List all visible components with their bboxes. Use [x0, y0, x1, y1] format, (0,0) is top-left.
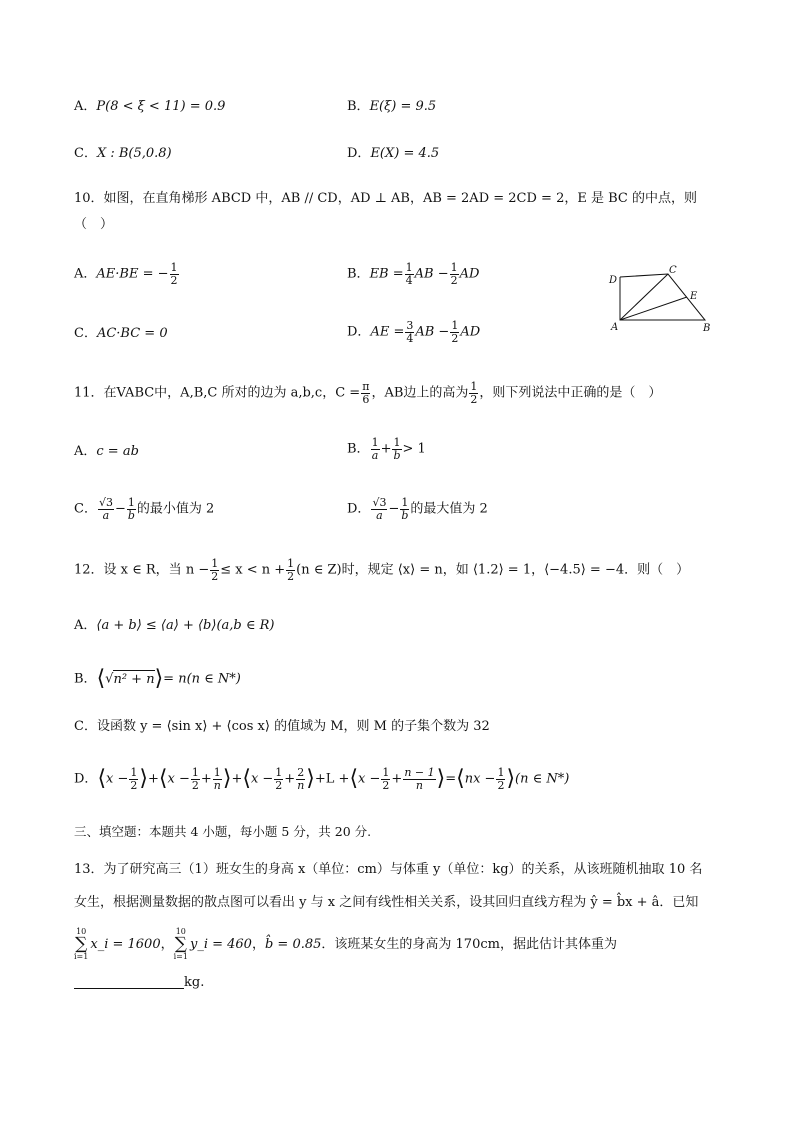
option-tail: 的最小值为 2: [136, 501, 215, 517]
fraction-den: 2: [497, 778, 505, 792]
fraction-num: √3: [372, 496, 387, 509]
option-label: D．: [74, 771, 98, 787]
fraction-den: a: [102, 508, 110, 522]
q9-option-d: [347, 147, 439, 160]
fraction: [371, 437, 380, 461]
fraction: [405, 262, 414, 286]
option-text: E(ξ) = 9.5: [369, 99, 437, 114]
option-label: B．: [347, 266, 370, 282]
q11-option-a: [74, 445, 139, 458]
term-text: x −: [167, 771, 190, 787]
question-number: 12．: [74, 562, 104, 578]
fraction-num: 1: [371, 436, 379, 449]
fraction-den: a: [371, 448, 379, 462]
sum-x: x_i = 1600: [90, 937, 161, 952]
fraction: [450, 262, 459, 286]
question-text-a: 设 x ∈ R，当 n −: [103, 562, 210, 578]
unit: kg.: [184, 975, 205, 990]
fraction: [400, 497, 409, 521]
fraction-pi-6: [361, 381, 370, 405]
fraction-den: 2: [170, 273, 178, 287]
q11-option-b: B． $\frac{1}{a}$ + $\frac{1}{b}$ > 1: [347, 436, 426, 462]
option-tail: (n ∈ N*): [515, 771, 570, 787]
plus: +: [200, 771, 212, 787]
sum-y: y_i = 460: [189, 937, 252, 952]
fraction-num: 1: [382, 766, 390, 779]
plus: +: [284, 771, 296, 787]
q10-stem: [74, 192, 697, 205]
term-text: x −: [358, 771, 381, 787]
fraction: [191, 767, 200, 791]
fraction: [286, 558, 295, 582]
fraction-num: 1: [191, 766, 199, 779]
option-label: C．: [74, 326, 97, 341]
fraction-den: 2: [275, 778, 283, 792]
option-text: 设函数 y = ⟨sin x⟩ + ⟨cos x⟩ 的值域为 M，则 M 的子集个数为 32: [96, 719, 490, 734]
left-angle: ⟨: [456, 766, 465, 792]
b-hat: b̂ = 0.85: [264, 937, 322, 952]
fraction: [403, 767, 435, 791]
fraction-num: 1: [470, 380, 478, 393]
sum-sign-x: [74, 928, 88, 961]
fraction-den: 4: [405, 273, 413, 287]
left-angle: ⟨: [242, 766, 251, 792]
q10-option-c: [74, 327, 168, 340]
option-label: C．: [74, 146, 97, 161]
option-label: A．: [74, 266, 97, 282]
question-number: 11．: [74, 385, 104, 401]
fraction-den: b: [127, 508, 135, 522]
fraction-num: n − 1: [404, 766, 435, 779]
plus: +: [147, 771, 159, 787]
option-label: B．: [74, 671, 97, 687]
q13-line-2: 女生，根据测量数据的散点图可以看出 y 与 x 之间有线性相关关系，设其回归直线方程为 ŷ = b̂x + â．已知: [74, 895, 699, 910]
fraction-den: n: [213, 778, 221, 792]
section-heading: 三、填空题：本题共 4 小题，每小题 5 分，共 20 分.: [74, 824, 372, 839]
question-text-a: 在VABC中，A,B,C 所对的边为 a,b,c，C =: [103, 385, 361, 401]
q12-option-b: [74, 668, 241, 690]
label-d: D: [609, 275, 618, 286]
term-text: x −: [250, 771, 274, 787]
right-angle: ⟩: [506, 766, 516, 792]
label-b: B: [703, 323, 711, 334]
q13-line-1: 13．为了研究高三（1）班女生的身高 x（单位：cm）与体重 y（单位：kg）的关系，从该班随机抽取 10 名: [74, 862, 703, 877]
option-label: B．: [347, 441, 370, 457]
q12-option-c: [74, 720, 490, 733]
option-lhs: EB =: [369, 266, 404, 282]
option-label: A．: [74, 99, 97, 114]
fraction-num: 1: [287, 557, 295, 570]
option-label: D．: [347, 146, 371, 161]
option-lhs: AE·BE = −: [96, 266, 169, 282]
fraction-den: 4: [406, 331, 414, 345]
q12-option-a: [74, 619, 274, 632]
fraction: [450, 320, 459, 344]
fraction: [98, 497, 114, 521]
fraction: [210, 558, 219, 582]
q13-line-3: 10 ∑ i=1x_i = 1600，10 ∑ i=1y_i = 460，b̂ = 0.85．该班某女生的身高为 170cm，据此估计其体重为: [74, 927, 617, 961]
fraction: [392, 437, 401, 461]
q10-option-a: [74, 262, 180, 286]
fraction-den: 2: [287, 569, 295, 583]
fraction-num: 1: [130, 766, 138, 779]
fraction-num: 1: [170, 261, 178, 274]
fraction-num: 1: [450, 261, 458, 274]
fraction-den: b: [393, 448, 401, 462]
option-label: C．: [74, 501, 97, 517]
option-tail: = n(n ∈ N*): [163, 671, 241, 687]
question-text-b: ，AB边上的高为: [371, 385, 469, 401]
option-tail: > 1: [402, 441, 426, 457]
q12-option-d: [74, 767, 569, 791]
sigma-icon: ∑: [174, 934, 187, 954]
fraction: [127, 497, 136, 521]
q11-option-c: C． $\frac{√3}{a}$ − $\frac{1}{b}$ 的最小值为 2: [74, 496, 215, 522]
option-text: X : B(5,0.8): [96, 146, 172, 161]
label-a: A: [611, 322, 619, 333]
option-label: A．: [74, 618, 97, 633]
option-tail: 的最大值为 2: [410, 501, 488, 517]
q9-option-b: [347, 100, 436, 113]
q9-option-a: [74, 100, 225, 113]
option-text: ⟨a + b⟩ ≤ ⟨a⟩ + ⟨b⟩(a,b ∈ R): [96, 618, 275, 633]
right-angle: ⟩: [436, 766, 446, 792]
label-e: E: [690, 291, 698, 302]
option-mid: AB −: [415, 324, 450, 340]
fraction-num: 1: [497, 766, 505, 779]
fraction-den: a: [376, 508, 383, 522]
fraction-num: 1: [393, 436, 401, 449]
equals: =: [445, 771, 457, 787]
fraction: [170, 262, 179, 286]
option-label: C．: [74, 719, 97, 734]
option-end: AD: [459, 266, 480, 282]
fraction-num: √3: [98, 496, 113, 509]
fraction-den: 2: [451, 331, 459, 345]
sum-sign-y: [174, 928, 188, 961]
diagonal-ac: [620, 274, 668, 320]
fraction: [405, 320, 414, 344]
sum-upper: 10: [76, 927, 87, 936]
q10-option-d: [347, 320, 480, 344]
fraction-num: 1: [451, 319, 459, 332]
fraction-den: n: [297, 778, 305, 792]
plus: +: [231, 771, 243, 787]
sigma-icon: ∑: [75, 934, 88, 954]
fraction-den: b: [401, 508, 409, 522]
left-angle: ⟨: [97, 766, 107, 792]
left-angle: ⟨: [349, 766, 359, 792]
q10-paren: （ ）: [74, 217, 114, 232]
fraction-num: 2: [297, 766, 305, 779]
q11-option-d: D． $\frac{√3}{a}$ − $\frac{1}{b}$ 的最大值为 2: [347, 496, 488, 522]
sqrt-sign: √: [105, 671, 114, 687]
ellipsis-plus: +L +: [314, 771, 350, 787]
right-angle: ⟩: [154, 666, 164, 691]
fraction-num: π: [362, 380, 370, 393]
fraction: [213, 767, 222, 791]
option-text: AC·BC = 0: [96, 326, 168, 341]
option-text: c = ab: [96, 444, 139, 459]
right-angle: ⟩: [222, 766, 232, 792]
fraction: [381, 767, 390, 791]
option-label: D．: [347, 324, 371, 340]
answer-blank[interactable]: [74, 976, 184, 989]
fraction-den: 2: [191, 778, 199, 792]
option-label: B．: [347, 99, 370, 114]
left-angle: ⟨: [96, 666, 106, 691]
trapezoid-figure: [600, 262, 720, 337]
q9-option-c: [74, 147, 172, 160]
option-text: E(X) = 4.5: [370, 146, 440, 161]
question-number: 10．: [74, 191, 104, 206]
fraction-den: 2: [211, 569, 219, 583]
sqrt-content: n² + n: [113, 671, 155, 687]
fraction: [371, 497, 387, 521]
question-text-b: ≤ x < n +: [220, 562, 286, 578]
fraction-num: 1: [401, 496, 409, 509]
sum-lower: i=1: [74, 952, 89, 961]
term-text: nx −: [464, 771, 496, 787]
term-text: x −: [106, 771, 129, 787]
plus: +: [391, 771, 403, 787]
fraction-den: 2: [450, 273, 458, 287]
right-angle: ⟩: [139, 766, 148, 792]
fraction: [496, 767, 505, 791]
fraction-den: 2: [470, 392, 478, 406]
fraction-den: 2: [130, 778, 138, 792]
left-angle: ⟨: [158, 766, 168, 792]
fraction: [274, 767, 283, 791]
right-angle: ⟩: [306, 766, 315, 792]
segment-ae: [620, 297, 687, 320]
fraction: [129, 767, 138, 791]
sum-upper: 10: [175, 927, 186, 936]
question-text: 如图，在直角梯形 ABCD 中，AB // CD，AD ⊥ AB，AB = 2AD = 2CD = 2，E 是 BC 的中点，则: [103, 191, 697, 206]
fraction-den: n: [415, 778, 423, 792]
sum-lower: i=1: [173, 952, 188, 961]
fraction: [296, 767, 305, 791]
fraction-num: 1: [211, 557, 219, 570]
fraction-num: 3: [406, 319, 414, 332]
q10-option-b: [347, 262, 479, 286]
q13-answer: [74, 976, 204, 989]
fraction-num: 1: [213, 766, 221, 779]
fraction-den: 2: [382, 778, 390, 792]
fraction-num: 1: [275, 766, 283, 779]
option-label: A．: [74, 444, 97, 459]
fraction-num: 1: [127, 496, 135, 509]
q11-stem: [74, 381, 661, 405]
label-c: C: [669, 265, 677, 276]
option-mid: AB −: [414, 266, 449, 282]
fraction-half: [469, 381, 478, 405]
question-text-c: ，则下列说法中正确的是（ ）: [479, 385, 662, 401]
option-text: P(8 < ξ < 11) = 0.9: [96, 99, 226, 114]
fraction-den: 6: [362, 392, 370, 406]
fraction-num: 1: [405, 261, 413, 274]
question-text-c: (n ∈ Z)时，规定 ⟨x⟩ = n，如 ⟨1.2⟩ = 1，⟨−4.5⟩ = −4．则（ ）: [296, 562, 690, 578]
q12-stem: [74, 558, 689, 582]
option-lhs: AE =: [370, 324, 405, 340]
line-3-tail: ．该班某女生的身高为 170cm，据此估计其体重为: [321, 937, 617, 952]
option-label: D．: [347, 501, 371, 517]
option-end: AD: [460, 324, 481, 340]
